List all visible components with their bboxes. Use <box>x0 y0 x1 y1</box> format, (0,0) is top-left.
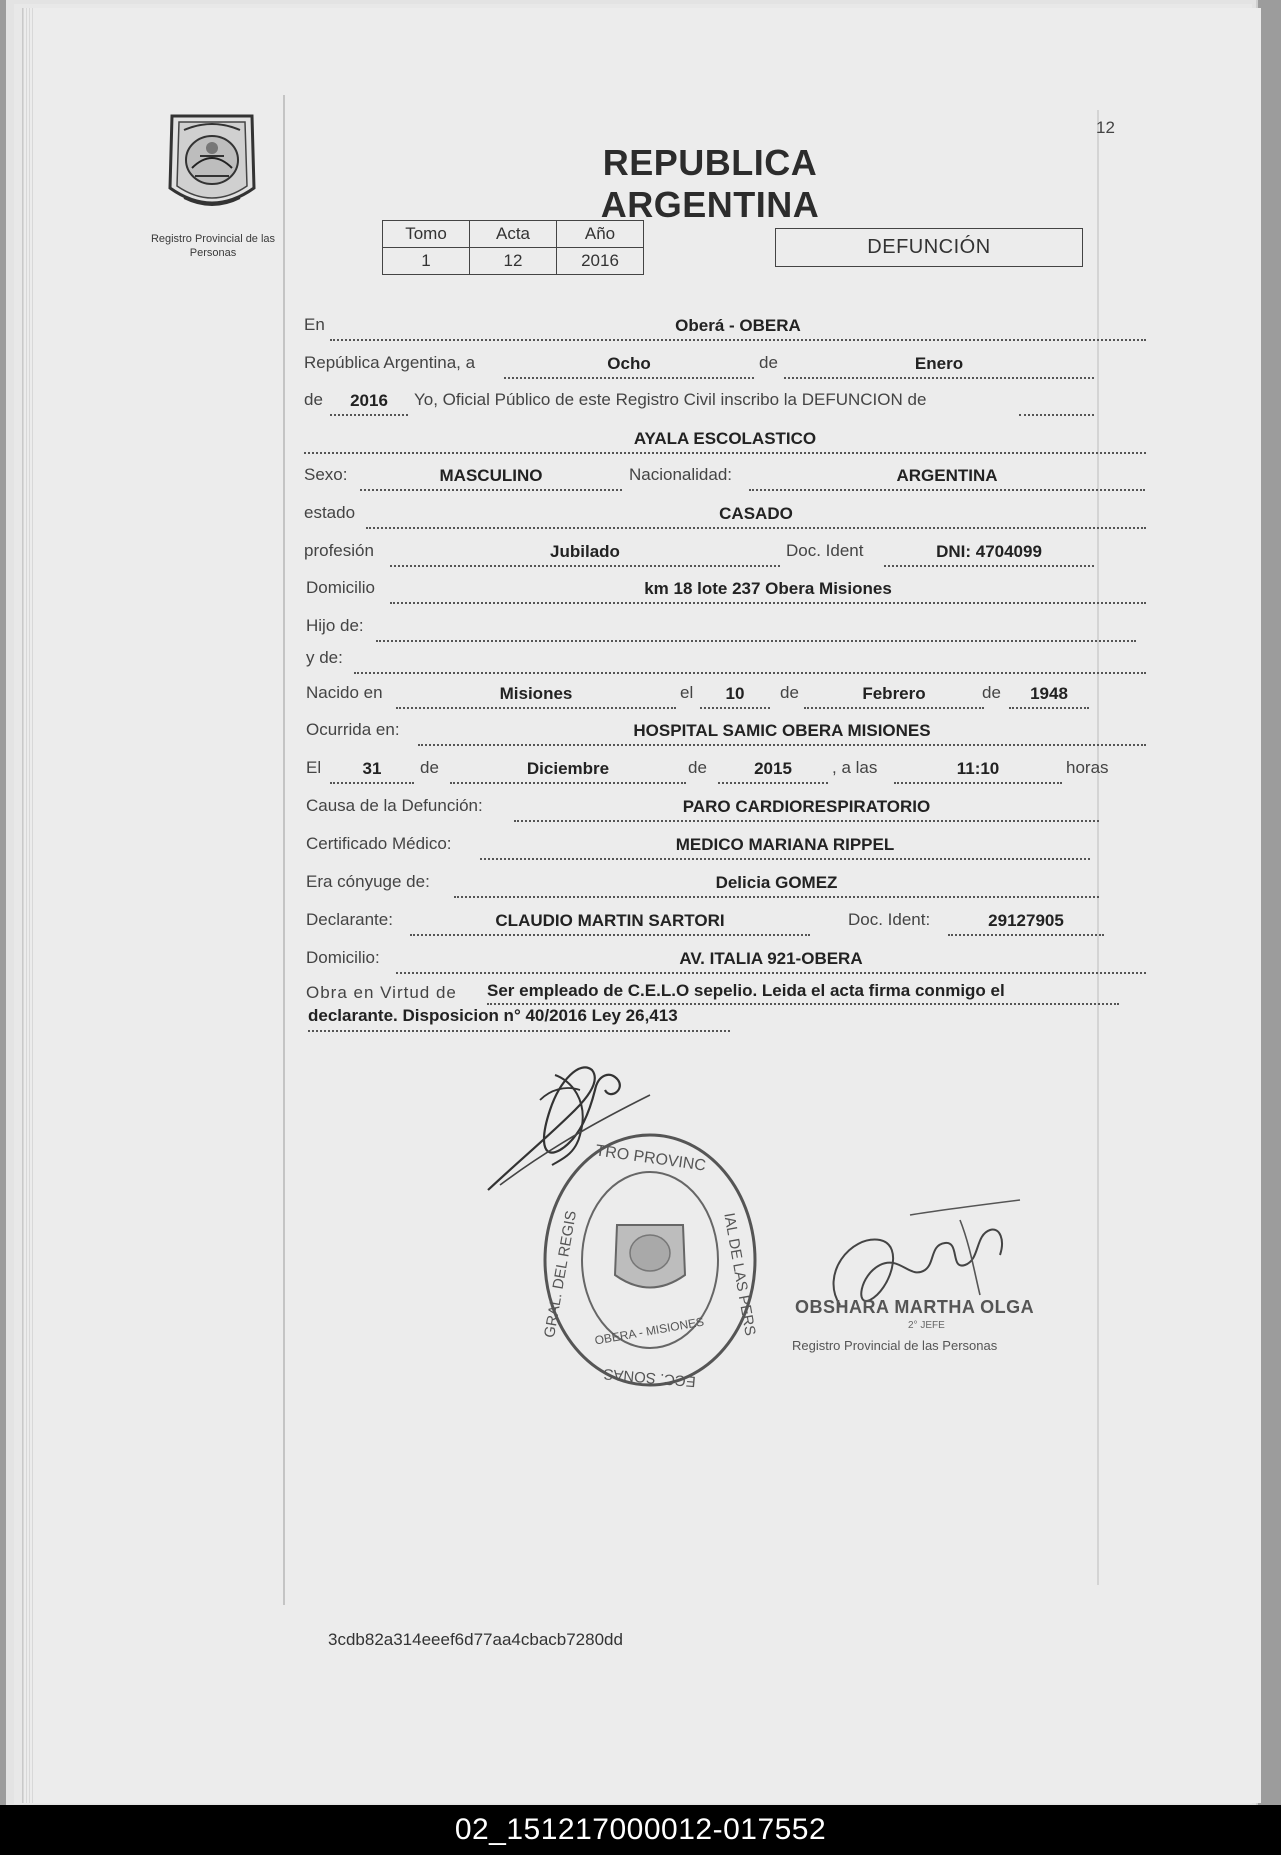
document-title: REPUBLICA ARGENTINA <box>600 142 820 225</box>
field-document: DNI: 4704099 <box>884 541 1094 567</box>
label-en: En <box>304 315 325 334</box>
field-birth-day: 10 <box>700 683 770 709</box>
field-father <box>376 616 1136 642</box>
label-profesion: profesión <box>304 541 374 560</box>
field-place: Oberá - OBERA <box>330 315 1146 341</box>
provincial-seal-logo <box>162 108 262 220</box>
table-cell-anio: 2016 <box>557 248 644 275</box>
field-birth-month: Febrero <box>804 683 984 709</box>
table-header-anio: Año <box>557 221 644 248</box>
label-obra: Obra en Virtud de <box>306 983 457 1002</box>
label-republica: República Argentina, a <box>304 353 476 372</box>
field-profession: Jubilado <box>390 541 780 567</box>
field-birth-year: 1948 <box>1009 683 1089 709</box>
label-yo: Yo, Oficial Público de este Registro Civil inscribo la DEFUNCION de <box>414 390 927 409</box>
field-declarant-address: AV. ITALIA 921-OBERA <box>396 948 1146 974</box>
label-doc: Doc. Ident <box>786 541 864 560</box>
label-y-de: y de: <box>306 648 343 667</box>
field-place-of-death: HOSPITAL SAMIC OBERA MISIONES <box>418 720 1146 746</box>
field-declarant-document: 29127905 <box>948 910 1104 936</box>
label-hijo-de: Hijo de: <box>306 616 364 635</box>
scan-id: 02_151217000012-017552 <box>454 1813 827 1846</box>
record-number-table <box>382 220 644 275</box>
field-mother <box>354 648 1146 674</box>
table-cell-tomo: 1 <box>383 248 470 275</box>
registry-label: Registro Provincial de las Personas <box>150 233 276 259</box>
officer-role: 2° JEFE <box>908 1320 945 1331</box>
field-spouse: Delicia GOMEZ <box>454 872 1099 898</box>
table-header-acta: Acta <box>470 221 557 248</box>
label-el-date: El <box>306 758 322 777</box>
officer-office: Registro Provincial de las Personas <box>792 1338 998 1353</box>
legal-basis-underline <box>487 1003 1119 1005</box>
legal-basis-underline <box>308 1030 730 1032</box>
label-nacionalidad: Nacionalidad: <box>629 465 733 484</box>
page-number: 12 <box>1096 118 1115 137</box>
field-sex: MASCULINO <box>360 465 622 491</box>
label-causa: Causa de la Defunción: <box>306 796 483 815</box>
legal-basis-line-2: declarante. Disposicion n° 40/2016 Ley 26,413 <box>308 1006 678 1025</box>
label-el: el <box>680 683 694 702</box>
left-margin-line <box>283 95 285 1605</box>
label-de: de <box>759 353 778 372</box>
field-death-time: 11:10 <box>894 758 1062 784</box>
label-declarante: Declarante: <box>306 910 393 929</box>
svg-text:GRAL. DEL REGIS: GRAL. DEL REGIS <box>541 1209 581 1340</box>
field-cause-of-death: PARO CARDIORESPIRATORIO <box>514 796 1099 822</box>
document-hash: 3cdb82a314eeef6d77aa4cbacb7280dd <box>328 1630 623 1649</box>
field-declarant: CLAUDIO MARTIN SARTORI <box>410 910 810 936</box>
label-a-las: , a las <box>832 758 878 777</box>
label-nacido-en: Nacido en <box>306 683 383 702</box>
table-cell-acta: 12 <box>470 248 557 275</box>
field-death-year: 2015 <box>718 758 828 784</box>
label-ocurrida-en: Ocurrida en: <box>306 720 400 739</box>
svg-text:TRO PROVINC: TRO PROVINC <box>594 1142 707 1175</box>
field-address: km 18 lote 237 Obera Misiones <box>390 578 1146 604</box>
label-de-month: de <box>780 683 799 702</box>
label-conyuge: Era cónyuge de: <box>306 872 430 891</box>
field-civil-status: CASADO <box>366 503 1146 529</box>
field-birth-place: Misiones <box>396 683 676 709</box>
label-horas: horas <box>1066 758 1109 777</box>
label-estado: estado <box>304 503 356 522</box>
field-day: Ocho <box>504 353 754 379</box>
svg-text:OBERA - MISIONES: OBERA - MISIONES <box>593 1314 706 1348</box>
scan-id-bar <box>0 1805 1281 1855</box>
field-month: Enero <box>784 353 1094 379</box>
label-de-c: de <box>420 758 439 777</box>
label-de-d: de <box>688 758 707 777</box>
field-deceased-name: AYALA ESCOLASTICO <box>304 428 1146 454</box>
label-sexo: Sexo: <box>304 465 348 484</box>
officer-name: OBSHARA MARTHA OLGA <box>795 1297 1035 1317</box>
label-domicilio-declarante: Domicilio: <box>306 948 380 967</box>
label-doc-ident: Doc. Ident: <box>848 910 931 929</box>
svg-text:ECC. SONAS: ECC. SONAS <box>602 1364 697 1390</box>
field-death-month: Diciembre <box>450 758 686 784</box>
table-header-tomo: Tomo <box>383 221 470 248</box>
record-type-box: DEFUNCIÓN <box>775 228 1083 267</box>
field-death-day: 31 <box>330 758 414 784</box>
label-certificado: Certificado Médico: <box>306 834 452 853</box>
field-medical-certificate: MEDICO MARIANA RIPPEL <box>480 834 1090 860</box>
field-blank <box>1019 390 1094 416</box>
label-de-year: de <box>304 390 323 409</box>
death-certificate-page <box>22 8 1261 1803</box>
field-nationality: ARGENTINA <box>749 465 1145 491</box>
legal-basis-line-1: Ser empleado de C.E.L.O sepelio. Leida el acta firma conmigo el <box>487 981 1005 1000</box>
label-de-year2: de <box>982 683 1001 702</box>
svg-text:IAL DE LAS PERS: IAL DE LAS PERS <box>720 1211 759 1337</box>
field-year: 2016 <box>330 390 408 416</box>
official-stamp <box>535 1125 765 1395</box>
label-domicilio: Domicilio <box>306 578 375 597</box>
